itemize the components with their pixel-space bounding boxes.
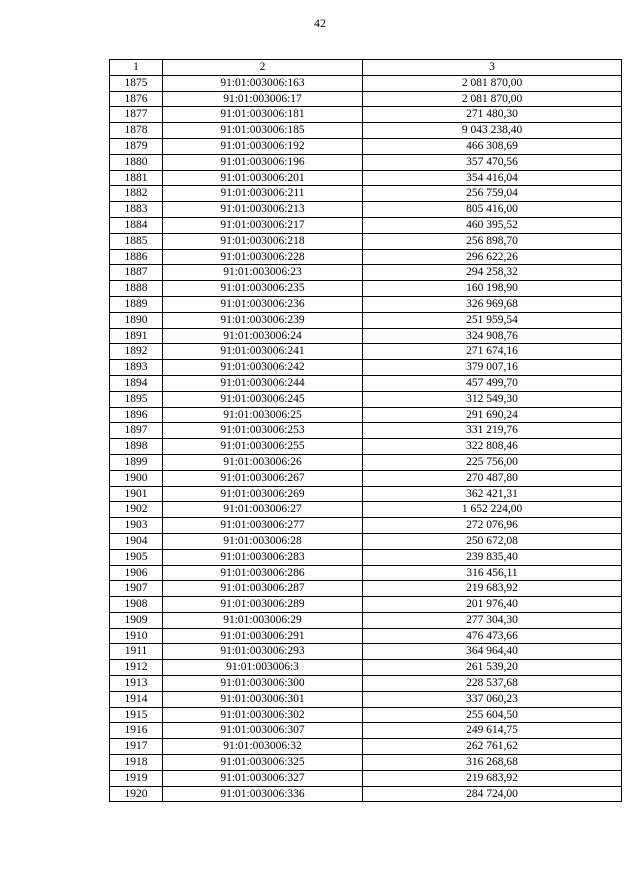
cadastral-value-cell: 354 416,04	[363, 170, 622, 186]
cadastral-value-cell: 805 416,00	[363, 202, 622, 218]
table-row	[110, 660, 622, 676]
row-number-cell: 1906	[110, 565, 163, 581]
cadastral-value-cell: 277 304,30	[363, 612, 622, 628]
cadastral-value-cell: 228 537,68	[363, 676, 622, 692]
cadastral-value-cell: 2 081 870,00	[363, 91, 622, 107]
table-row	[110, 676, 622, 692]
table-row	[110, 328, 622, 344]
cadastral-value-cell: 1 652 224,00	[363, 502, 622, 518]
row-number-cell: 1882	[110, 186, 163, 202]
cadastral-number-cell: 91:01:003006:267	[163, 470, 363, 486]
table-row	[110, 565, 622, 581]
cadastral-number-cell: 91:01:003006:201	[163, 170, 363, 186]
row-number-cell: 1899	[110, 454, 163, 470]
cadastral-number-cell: 91:01:003006:29	[163, 612, 363, 628]
row-number-cell: 1904	[110, 533, 163, 549]
cadastral-value-cell: 316 268,68	[363, 755, 622, 771]
cadastral-number-cell: 91:01:003006:286	[163, 565, 363, 581]
cadastral-value-cell: 457 499,70	[363, 375, 622, 391]
cadastral-number-cell: 91:01:003006:27	[163, 502, 363, 518]
cadastral-number-cell: 91:01:003006:302	[163, 707, 363, 723]
cadastral-value-cell: 296 622,26	[363, 249, 622, 265]
table-row	[110, 123, 622, 139]
table-row	[110, 423, 622, 439]
cadastral-value-cell: 312 549,30	[363, 391, 622, 407]
row-number-cell: 1878	[110, 123, 163, 139]
cadastral-number-cell: 91:01:003006:287	[163, 581, 363, 597]
cadastral-value-cell: 322 808,46	[363, 439, 622, 455]
table-row	[110, 723, 622, 739]
cadastral-value-cell: 324 908,76	[363, 328, 622, 344]
row-number-cell: 1903	[110, 518, 163, 534]
row-number-cell: 1920	[110, 786, 163, 802]
row-number-cell: 1910	[110, 628, 163, 644]
table-row	[110, 439, 622, 455]
cadastral-value-cell: 239 835,40	[363, 549, 622, 565]
row-number-cell: 1877	[110, 107, 163, 123]
cadastral-number-cell: 91:01:003006:28	[163, 533, 363, 549]
cadastral-number-cell: 91:01:003006:163	[163, 75, 363, 91]
table-header	[110, 60, 622, 76]
row-number-cell: 1887	[110, 265, 163, 281]
table-row	[110, 518, 622, 534]
row-number-cell: 1909	[110, 612, 163, 628]
cadastral-number-cell: 91:01:003006:228	[163, 249, 363, 265]
cadastral-value-cell: 460 395,52	[363, 217, 622, 233]
row-number-cell: 1895	[110, 391, 163, 407]
table-row	[110, 107, 622, 123]
cadastral-number-cell: 91:01:003006:196	[163, 154, 363, 170]
cadastral-value-cell: 466 308,69	[363, 138, 622, 154]
row-number-cell: 1900	[110, 470, 163, 486]
cadastral-value-cell: 270 487,80	[363, 470, 622, 486]
table-row	[110, 691, 622, 707]
cadastral-value-cell: 251 959,54	[363, 312, 622, 328]
table-row	[110, 612, 622, 628]
cadastral-value-table	[109, 59, 622, 802]
row-number-cell: 1911	[110, 644, 163, 660]
cadastral-value-cell: 291 690,24	[363, 407, 622, 423]
cadastral-number-cell: 91:01:003006:269	[163, 486, 363, 502]
table-row	[110, 312, 622, 328]
cadastral-value-cell: 262 761,62	[363, 739, 622, 755]
row-number-cell: 1893	[110, 360, 163, 376]
cadastral-number-cell: 91:01:003006:307	[163, 723, 363, 739]
cadastral-number-cell: 91:01:003006:217	[163, 217, 363, 233]
table-row	[110, 217, 622, 233]
cadastral-number-cell: 91:01:003006:327	[163, 770, 363, 786]
cadastral-value-cell: 362 421,31	[363, 486, 622, 502]
table-row	[110, 265, 622, 281]
cadastral-number-cell: 91:01:003006:242	[163, 360, 363, 376]
cadastral-number-cell: 91:01:003006:255	[163, 439, 363, 455]
cadastral-value-cell: 364 964,40	[363, 644, 622, 660]
table-row	[110, 154, 622, 170]
row-number-cell: 1886	[110, 249, 163, 265]
cadastral-number-cell: 91:01:003006:25	[163, 407, 363, 423]
row-number-cell: 1905	[110, 549, 163, 565]
row-number-cell: 1875	[110, 75, 163, 91]
table-row	[110, 470, 622, 486]
cadastral-number-cell: 91:01:003006:244	[163, 375, 363, 391]
row-number-cell: 1885	[110, 233, 163, 249]
row-number-cell: 1891	[110, 328, 163, 344]
cadastral-value-cell: 326 969,68	[363, 296, 622, 312]
row-number-cell: 1916	[110, 723, 163, 739]
cadastral-number-cell: 91:01:003006:24	[163, 328, 363, 344]
table-row	[110, 202, 622, 218]
cadastral-number-cell: 91:01:003006:289	[163, 597, 363, 613]
table-row	[110, 549, 622, 565]
cadastral-value-cell: 284 724,00	[363, 786, 622, 802]
table-row	[110, 344, 622, 360]
table-row	[110, 486, 622, 502]
cadastral-value-cell: 255 604,50	[363, 707, 622, 723]
row-number-cell: 1913	[110, 676, 163, 692]
table-row	[110, 91, 622, 107]
header-row	[110, 60, 622, 76]
cadastral-value-cell: 249 614,75	[363, 723, 622, 739]
cadastral-value-cell: 261 539,20	[363, 660, 622, 676]
cadastral-number-cell: 91:01:003006:291	[163, 628, 363, 644]
cadastral-value-cell: 256 759,04	[363, 186, 622, 202]
row-number-cell: 1897	[110, 423, 163, 439]
header-col-1: 1	[110, 60, 163, 76]
header-col-3: 3	[363, 60, 622, 76]
row-number-cell: 1907	[110, 581, 163, 597]
cadastral-number-cell: 91:01:003006:32	[163, 739, 363, 755]
table-row	[110, 755, 622, 771]
row-number-cell: 1894	[110, 375, 163, 391]
header-col-2: 2	[163, 60, 363, 76]
cadastral-number-cell: 91:01:003006:277	[163, 518, 363, 534]
row-number-cell: 1889	[110, 296, 163, 312]
cadastral-number-cell: 91:01:003006:211	[163, 186, 363, 202]
cadastral-value-cell: 160 198,90	[363, 281, 622, 297]
row-number-cell: 1898	[110, 439, 163, 455]
cadastral-value-cell: 9 043 238,40	[363, 123, 622, 139]
cadastral-number-cell: 91:01:003006:253	[163, 423, 363, 439]
cadastral-number-cell: 91:01:003006:325	[163, 755, 363, 771]
table-row	[110, 502, 622, 518]
table-row	[110, 170, 622, 186]
table-row	[110, 407, 622, 423]
cadastral-number-cell: 91:01:003006:245	[163, 391, 363, 407]
cadastral-value-cell: 337 060,23	[363, 691, 622, 707]
table-row	[110, 75, 622, 91]
row-number-cell: 1902	[110, 502, 163, 518]
table-row	[110, 186, 622, 202]
row-number-cell: 1890	[110, 312, 163, 328]
cadastral-number-cell: 91:01:003006:213	[163, 202, 363, 218]
cadastral-value-cell: 294 258,32	[363, 265, 622, 281]
table-row	[110, 233, 622, 249]
table-row	[110, 739, 622, 755]
row-number-cell: 1876	[110, 91, 163, 107]
cadastral-value-cell: 379 007,16	[363, 360, 622, 376]
cadastral-number-cell: 91:01:003006:301	[163, 691, 363, 707]
page-number: 42	[314, 16, 326, 30]
cadastral-number-cell: 91:01:003006:3	[163, 660, 363, 676]
table-row	[110, 581, 622, 597]
row-number-cell: 1879	[110, 138, 163, 154]
cadastral-number-cell: 91:01:003006:236	[163, 296, 363, 312]
table-row	[110, 360, 622, 376]
row-number-cell: 1919	[110, 770, 163, 786]
cadastral-number-cell: 91:01:003006:218	[163, 233, 363, 249]
cadastral-value-cell: 272 076,96	[363, 518, 622, 534]
row-number-cell: 1884	[110, 217, 163, 233]
cadastral-value-cell: 225 756,00	[363, 454, 622, 470]
cadastral-value-cell: 256 898,70	[363, 233, 622, 249]
table-row	[110, 786, 622, 802]
cadastral-number-cell: 91:01:003006:239	[163, 312, 363, 328]
table-row	[110, 138, 622, 154]
cadastral-number-cell: 91:01:003006:235	[163, 281, 363, 297]
row-number-cell: 1917	[110, 739, 163, 755]
table-row	[110, 770, 622, 786]
cadastral-number-cell: 91:01:003006:192	[163, 138, 363, 154]
cadastral-value-cell: 201 976,40	[363, 597, 622, 613]
cadastral-number-cell: 91:01:003006:300	[163, 676, 363, 692]
table-row	[110, 533, 622, 549]
cadastral-value-cell: 271 674,16	[363, 344, 622, 360]
row-number-cell: 1881	[110, 170, 163, 186]
row-number-cell: 1896	[110, 407, 163, 423]
table-row	[110, 375, 622, 391]
table-row	[110, 281, 622, 297]
table-body	[110, 75, 622, 802]
table-row	[110, 707, 622, 723]
table-row	[110, 597, 622, 613]
cadastral-number-cell: 91:01:003006:336	[163, 786, 363, 802]
cadastral-number-cell: 91:01:003006:293	[163, 644, 363, 660]
table-row	[110, 454, 622, 470]
cadastral-value-cell: 2 081 870,00	[363, 75, 622, 91]
cadastral-value-cell: 219 683,92	[363, 581, 622, 597]
cadastral-number-cell: 91:01:003006:241	[163, 344, 363, 360]
cadastral-value-cell: 331 219,76	[363, 423, 622, 439]
table-row	[110, 249, 622, 265]
cadastral-value-cell: 316 456,11	[363, 565, 622, 581]
cadastral-number-cell: 91:01:003006:283	[163, 549, 363, 565]
cadastral-value-cell: 250 672,08	[363, 533, 622, 549]
row-number-cell: 1914	[110, 691, 163, 707]
row-number-cell: 1915	[110, 707, 163, 723]
table-row	[110, 391, 622, 407]
table-row	[110, 628, 622, 644]
cadastral-number-cell: 91:01:003006:181	[163, 107, 363, 123]
cadastral-number-cell: 91:01:003006:23	[163, 265, 363, 281]
row-number-cell: 1892	[110, 344, 163, 360]
cadastral-value-cell: 219 683,92	[363, 770, 622, 786]
row-number-cell: 1908	[110, 597, 163, 613]
cadastral-value-cell: 357 470,56	[363, 154, 622, 170]
table-row	[110, 296, 622, 312]
row-number-cell: 1912	[110, 660, 163, 676]
row-number-cell: 1880	[110, 154, 163, 170]
row-number-cell: 1918	[110, 755, 163, 771]
cadastral-value-cell: 476 473,66	[363, 628, 622, 644]
row-number-cell: 1888	[110, 281, 163, 297]
cadastral-number-cell: 91:01:003006:26	[163, 454, 363, 470]
cadastral-number-cell: 91:01:003006:17	[163, 91, 363, 107]
row-number-cell: 1901	[110, 486, 163, 502]
cadastral-number-cell: 91:01:003006:185	[163, 123, 363, 139]
row-number-cell: 1883	[110, 202, 163, 218]
table-row	[110, 644, 622, 660]
cadastral-value-cell: 271 480,30	[363, 107, 622, 123]
